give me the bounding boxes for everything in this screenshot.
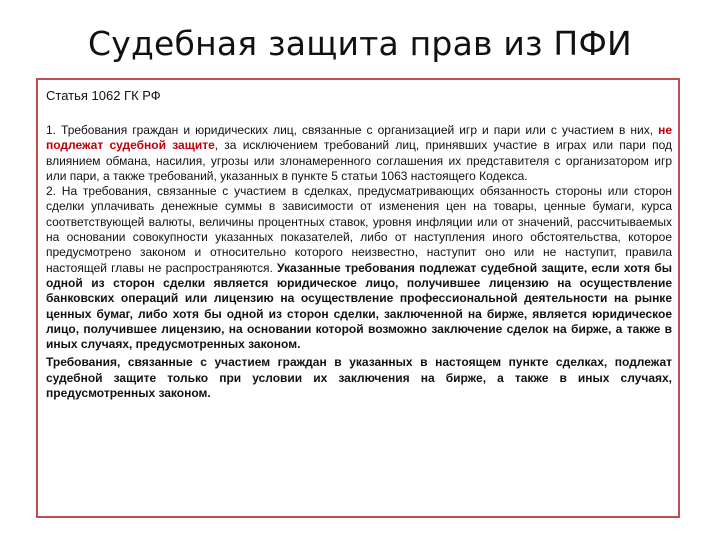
content-box [36, 78, 680, 518]
article-heading: Статья 1062 ГК РФ [46, 88, 161, 103]
paragraph-1 [46, 123, 672, 184]
paragraph-2-bold-text: Указанные требования подлежат судебной защите, если хотя бы одной из сторон сделки является юридическое лицо, получившее лицензию на осуществление банковских операций или лицензию на осуществление профессиональной деятельности на рынке ценных бумаг, либо хотя бы одной из сторон сделки, заключенной на бирже, является юридическое лицо, получившее лицензию, на основании которой возможно заключение сделок на бирже, а также в иных случаях, предусмотренных законом. [46, 260, 673, 352]
paragraph-1-text-after: , за исключением требований лиц, принявших участие в играх или пари под влиянием обмана, насилия, угрозы или злонамеренного соглашения их представителя с организатором игр или пари, а также требований, указанных в пункте 5 статьи 1063 настоящего Кодекса. [46, 138, 672, 183]
paragraph-2 [46, 184, 672, 352]
paragraph-1-highlight: не подлежат судебной защите [46, 123, 672, 153]
paragraph-3-bold-text: Требования, связанные с участием граждан в указанных в настоящем пункте сделках, подлежат судебной защите только при условии их заключения на бирже, а также в иных случаях, предусмотренных законом. [46, 355, 672, 401]
paragraph-3 [46, 355, 672, 401]
paragraph-1-text-before: 1. Требования граждан и юридических лиц, связанные с организацией игр и пари или с участием в них, [46, 123, 659, 137]
paragraph-2-text: 2. На требования, связанные с участием в сделках, предусматривающих обязанность стороны или сторон сделки уплачивать денежные суммы в зависимости от изменения цен на товары, ценные бумаги, курса соответствующей валюты, величины процентных ставок, уровня инфляции или от значений, рассчитываемых на основании совокупности указанных показателей, либо от наступления иного обстоятельства, которое предусмотрено законом и относительно которого неизвестно, наступит оно или не наступит, правила настоящей главы не распространяются. [46, 184, 672, 275]
slide-title: Судебная защита прав из ПФИ [88, 24, 632, 63]
